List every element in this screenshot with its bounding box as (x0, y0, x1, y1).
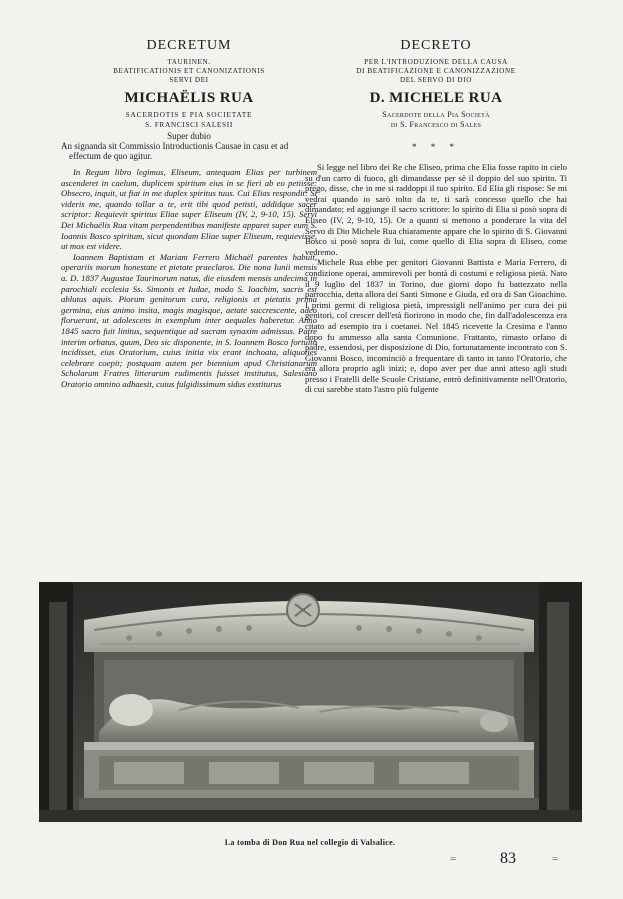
italian-heading-line2: DI BEATIFICAZIONE E CANONIZZAZIONE (356, 67, 516, 75)
latin-column (61, 38, 317, 389)
italian-sub2: di S. Francesco di Sales (390, 120, 482, 129)
italian-column (305, 38, 567, 395)
latin-sub1: SACERDOTIS E PIA SOCIETATE (125, 110, 253, 119)
latin-intro: An signanda sit Commissio Introductionis Causae in casu et ad effectum de quo agitur. (61, 141, 289, 161)
footer-ornament-left: = (450, 853, 456, 865)
italian-body (305, 162, 567, 395)
latin-sub2: S. FRANCISCI SALESII (145, 120, 233, 129)
tomb-photo (39, 582, 582, 822)
latin-paragraph-2: Ioannem Baptistam et Mariam Ferrero Michaël parentes habuit, operariis morum honestate et pietate praeclaros. Die nona Iunii mensis a. D. 1837 Augustae Taurinorum natus, die eiusdem mensis undecima in parochiali ecclesia Ss. Simonis et Iudae, modo S. Ioachim, sacris est ablutus aquis. Piorum genitorum cura, religionis et pietatis prima germina, eius animo insita, magis magisque, aetate succrescente, adeo floruerunt, ut adolescens in exemplum inter aequales haberetur. Anno 1845 sacro fuit linitus, sequentique ad sacram synaxim admissus. Patre interim orbatus, quum, Deo sic disponente, in S. Ioannem Bosco fortuito incidisset, eius Oratorium, cuius initia vix erant inchoata, aliquoties celebrare coepit; postquam autem per biennium apud Christianarum Scholarum Fratres litterarum rudimentis fuisset institutus, Salesiano Oratorio omnino adhaesit, cuius fulgidissimum sidus exstiturus (61, 251, 317, 389)
latin-body (61, 167, 317, 389)
latin-name: MICHAËLIS RUA (124, 90, 254, 106)
italian-sub1: Sacerdote della Pia Società (382, 110, 490, 119)
italian-heading-line3: DEL SERVO DI DIO (399, 76, 473, 84)
section-stars: * * * (412, 142, 460, 152)
latin-dubio: Super dubio (167, 131, 211, 141)
italian-paragraph-1: Si legge nel libro dei Re che Eliseo, prima che Elia fosse rapito in cielo su d'un carro di fuoco, gli dimandasse per sè il doppio del suo spirito. Ti prego, disse, che in me si raddoppi il tuo spirito. Ed Elia gli rispose: Se mi vedrai quando io sarò tolto da te, ti sarà concesso quello che hai dimandato; ed aggiunge il sacro scrittore: lo spirito di Elia si posò sopra di Eliseo (IV, 2, 9-10, 15). Or a quanti si mettono a ponderare la vita del Servo di Dio Michele Rua chiaramente appare che lo spirito di S. Giovanni Bosco si posò sopra di lui, come quello di Elia sopra di Eliseo, come vedremo. (305, 162, 567, 257)
tomb-photo-image (39, 582, 582, 822)
italian-paragraph-2: Michele Rua ebbe per genitori Giovanni Battista e Maria Ferrero, di condizione operai, ammirevoli per bontà di costumi e religiosa pietà. Nato il 9 luglio del 1837 in Torino, due giorni dopo fu battezzato nella parrocchia, detta allora dei Santi Simone e Giuda, ed ora di San Gioachino. I primi germi di religiosa pietà, impressigli nell'animo per cura dei pii genitori, col crescer dell'età fiorirono in modo che, fin dall'adolescenza era citato ad esempio tra i coetanei. Nel 1845 ricevette la Cresima e l'anno dopo fu ammesso alla santa Comunione. Frattanto, rimasto orfano di padre, essendosi, per disposizione di Dio, fortunatamente incontrato con S. Giovanni Bosco, incominciò a frequentare di tanto in tanto l'Oratorio, che era allora proprio agli inizi; e, dopo aver per due anni atteso agli studi presso i Fratelli delle Scuole Cristiane, entrò definitivamente nell'Oratorio, di cui sarebbe stato l'astro più fulgente (305, 257, 567, 395)
latin-heading-line3: SERVI DEI (169, 76, 209, 84)
latin-heading-line1: TAURINEN. (167, 58, 211, 66)
italian-heading (305, 38, 567, 130)
italian-heading-line1: PER L'INTRODUZIONE DELLA CAUSA (364, 58, 508, 66)
page-number: 83 (500, 850, 516, 867)
photo-caption: La tomba di Don Rua nel collegio di Valsalice. (224, 838, 396, 847)
footer-ornament-right: = (552, 853, 558, 865)
latin-paragraph-1: In Regum libro legimus, Eliseum, antequam Elias per turbinem ascenderet in caelum, duplicem spiritum eius in se fieri ab eo petiisse: Obsecro, inquit, ut fiat in me duplex spiritus tuus. Cui Elias respondit: Si videris me, quando tollar a te, erit tibi quod petisti, addidque sacer scriptor: Requievit spiritus Eliae super Eliseum (IV, 2, 9-10, 15). Servi Dei Michaëlis Rua vitam perpendentibus manifeste apparet super eum S. Ioannis Bosco spiritum, sicut quondam Eliae super Eliseum, requievisse, ut mox est videre. (61, 167, 317, 252)
italian-title: DECRETO (400, 38, 472, 53)
italian-name: D. MICHELE RUA (369, 90, 503, 106)
latin-heading-line2: BEATIFICATIONIS ET CANONIZATIONIS (113, 67, 265, 75)
latin-title: DECRETUM (146, 38, 232, 53)
latin-heading (61, 38, 317, 130)
